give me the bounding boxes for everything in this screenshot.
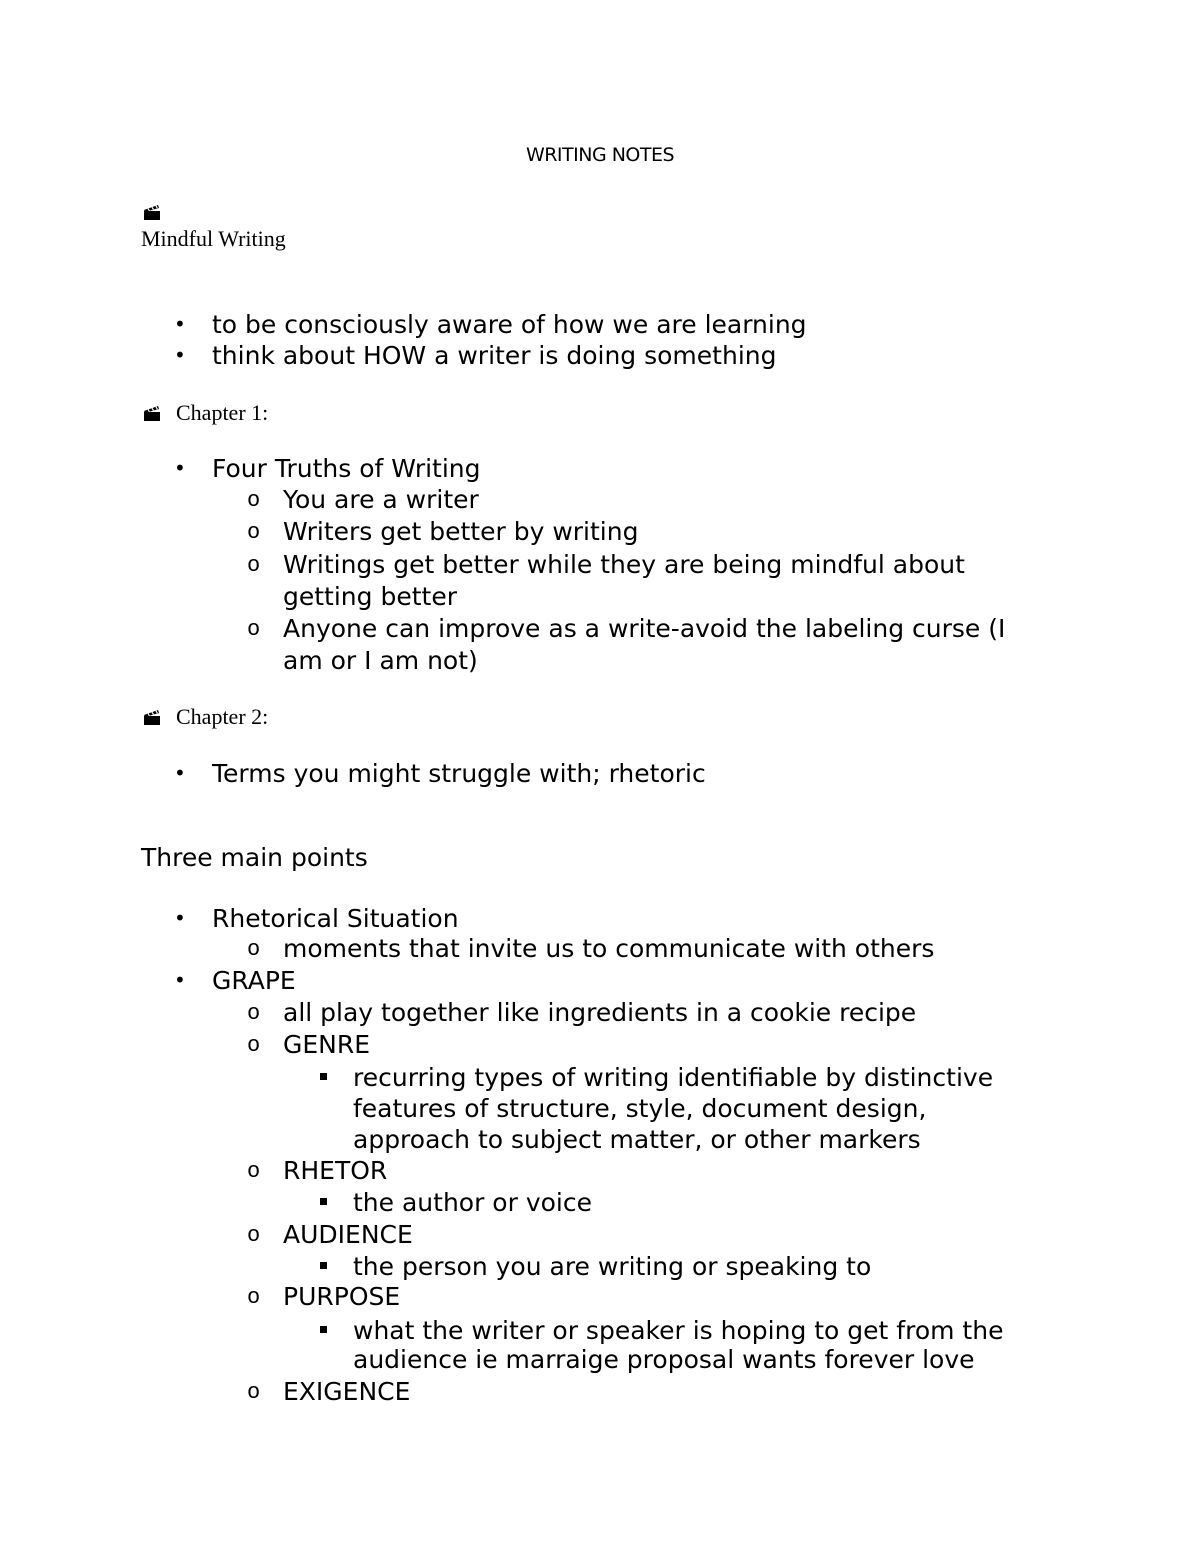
section-label-chapter1: Chapter 1: xyxy=(176,400,269,425)
bullet-icon: • xyxy=(174,761,186,785)
list-item-continuation: getting better xyxy=(283,582,457,611)
list-item: the person you are writing or speaking to xyxy=(353,1252,872,1281)
circle-bullet-icon: o xyxy=(247,1380,261,1405)
list-item: GRAPE xyxy=(212,966,296,995)
list-item: EXIGENCE xyxy=(283,1377,411,1406)
list-item: Four Truths of Writing xyxy=(212,454,481,483)
list-item: PURPOSE xyxy=(283,1282,401,1311)
circle-bullet-icon: o xyxy=(247,1285,261,1310)
list-item: Anyone can improve as a write-avoid the labeling curse (I xyxy=(283,614,1006,643)
clapperboard-icon xyxy=(143,203,161,221)
circle-bullet-icon: o xyxy=(247,937,261,962)
list-item: AUDIENCE xyxy=(283,1220,413,1249)
list-item: all play together like ingredients in a cookie recipe xyxy=(283,998,917,1027)
circle-bullet-icon: o xyxy=(247,617,261,642)
list-item: Writers get better by writing xyxy=(283,517,639,546)
list-item: what the writer or speaker is hoping to get from the xyxy=(353,1316,1004,1345)
section-heading: Three main points xyxy=(141,843,368,872)
list-item-continuation: am or I am not) xyxy=(283,646,478,675)
circle-bullet-icon: o xyxy=(247,1159,261,1184)
square-bullet-icon xyxy=(320,1198,327,1205)
document-title: WRITING NOTES xyxy=(525,144,675,166)
circle-bullet-icon: o xyxy=(247,520,261,545)
circle-bullet-icon: o xyxy=(247,1001,261,1026)
list-item-continuation: approach to subject matter, or other markers xyxy=(353,1125,921,1154)
list-item: the author or voice xyxy=(353,1188,592,1217)
list-item: RHETOR xyxy=(283,1156,388,1185)
list-item: moments that invite us to communicate with others xyxy=(283,934,935,963)
section-label-mindful: Mindful Writing xyxy=(141,226,286,251)
bullet-icon: • xyxy=(174,456,186,480)
square-bullet-icon xyxy=(320,1073,327,1080)
list-item: recurring types of writing identifiable by distinctive xyxy=(353,1063,994,1092)
circle-bullet-icon: o xyxy=(247,1033,261,1058)
list-item: Terms you might struggle with; rhetoric xyxy=(212,759,706,788)
clapperboard-icon xyxy=(143,708,161,726)
list-item-continuation: audience ie marraige proposal wants forever love xyxy=(353,1345,975,1374)
clapperboard-icon xyxy=(143,404,161,422)
list-item-continuation: features of structure, style, document design, xyxy=(353,1094,927,1123)
list-item: Writings get better while they are being mindful about xyxy=(283,550,965,579)
square-bullet-icon xyxy=(320,1262,327,1269)
bullet-icon: • xyxy=(174,906,186,930)
square-bullet-icon xyxy=(320,1326,327,1333)
circle-bullet-icon: o xyxy=(247,488,261,513)
bullet-icon: • xyxy=(174,343,186,367)
bullet-icon: • xyxy=(174,312,186,336)
list-item: You are a writer xyxy=(283,485,479,514)
list-item: to be consciously aware of how we are learning xyxy=(212,310,807,339)
circle-bullet-icon: o xyxy=(247,1223,261,1248)
section-label-chapter2: Chapter 2: xyxy=(176,704,269,729)
list-item: think about HOW a writer is doing something xyxy=(212,341,777,370)
list-item: Rhetorical Situation xyxy=(212,904,459,933)
bullet-icon: • xyxy=(174,968,186,992)
circle-bullet-icon: o xyxy=(247,553,261,578)
list-item: GENRE xyxy=(283,1030,371,1059)
